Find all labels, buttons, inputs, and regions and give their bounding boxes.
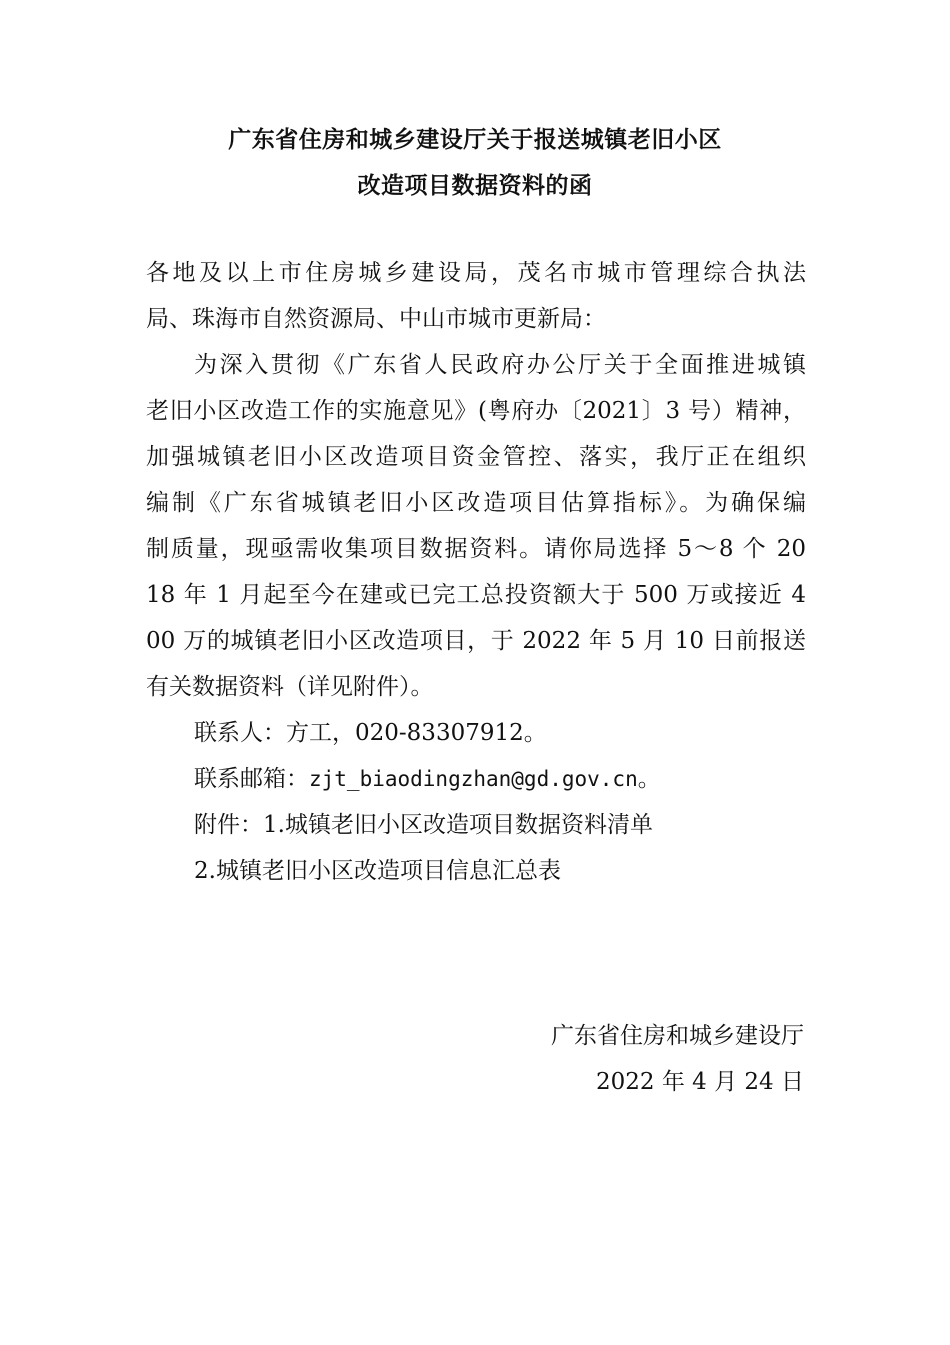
contact-email-line: [194, 768, 661, 791]
contact-email-address[interactable]: zjt_biaodingzhan@gd.gov.cn: [309, 767, 638, 791]
signature-date: 2022 年 4 月 24 日: [596, 1069, 804, 1095]
body-line-6: 18 年 1 月起至今在建或已完工总投资额大于 500 万或接近 4: [146, 582, 806, 608]
signature-organization: 广东省住房和城乡建设厅: [551, 1023, 804, 1049]
body-line-3: 加强城镇老旧小区改造项目资金管控、落实，我厅正在组织: [146, 444, 806, 470]
attachment-1: 附件：1.城镇老旧小区改造项目数据资料清单: [194, 812, 653, 838]
body-line-1: 为深入贯彻《广东省人民政府办公厅关于全面推进城镇: [194, 352, 806, 378]
body-line-5: 制质量，现亟需收集项目数据资料。请你局选择 5～8 个 20: [146, 536, 806, 562]
document-title-line-2: 改造项目数据资料的函: [357, 173, 593, 199]
body-line-7: 00 万的城镇老旧小区改造项目，于 2022 年 5 月 10 日前报送: [146, 628, 806, 654]
contact-person: 联系人：方工，020-83307912。: [194, 720, 547, 746]
contact-email-label: 联系邮箱：: [194, 766, 309, 792]
document-title-line-1: 广东省住房和城乡建设厅关于报送城镇老旧小区: [228, 127, 722, 153]
attachment-2: 2.城镇老旧小区改造项目信息汇总表: [194, 858, 561, 884]
body-line-8: 有关数据资料（详见附件）。: [146, 674, 434, 700]
body-line-4: 编制《广东省城镇老旧小区改造项目估算指标》。为确保编: [146, 490, 806, 516]
addressee-line-2: 局、珠海市自然资源局、中山市城市更新局：: [146, 306, 606, 332]
addressee-line-1: 各地及以上市住房城乡建设局，茂名市城市管理综合执法: [146, 260, 806, 286]
contact-email-end: 。: [637, 766, 661, 792]
body-line-2: 老旧小区改造工作的实施意见》(粤府办〔2021〕3 号）精神，: [146, 398, 806, 424]
